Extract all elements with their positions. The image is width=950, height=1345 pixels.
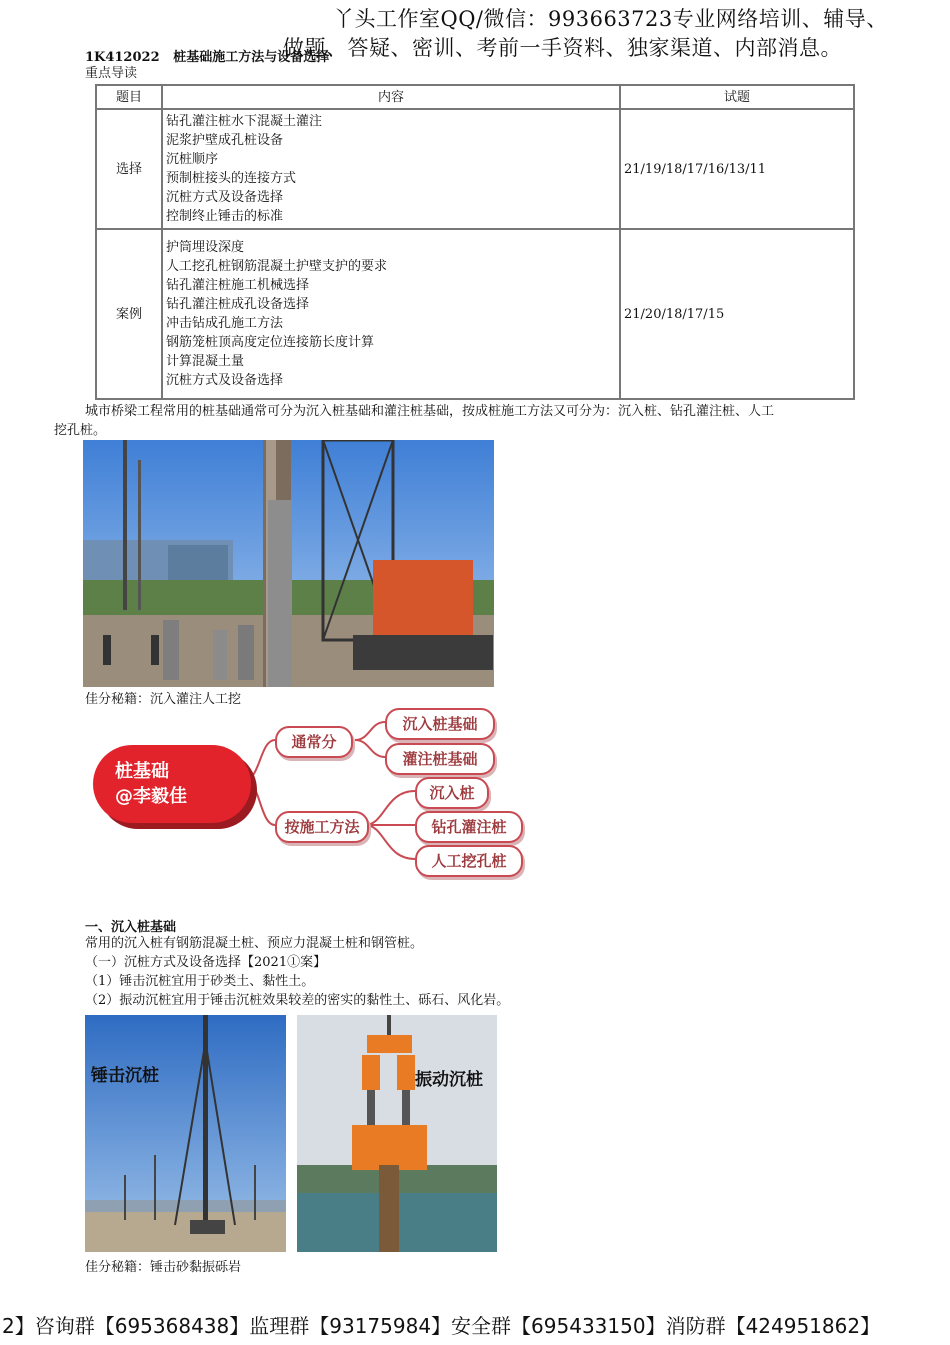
part1-line-2: （一）沉桩方式及设备选择【2021①案】	[85, 955, 327, 970]
intro-line-2: 挖孔桩。	[54, 423, 107, 438]
content-item: 钻孔灌注桩水下混凝土灌注	[166, 114, 323, 129]
part1-heading: 一、沉入桩基础	[85, 920, 177, 935]
mindmap-leaf: 人工挖孔桩	[415, 845, 523, 877]
part1-line-4: （2）振动沉桩宜用于锤击沉桩效果较差的密实的黏性土、砾石、风化岩。	[85, 993, 510, 1008]
hammer-pile-photo	[85, 1015, 286, 1252]
hammer-photo-label: 锤击沉桩	[91, 1066, 159, 1086]
hammer-pile-illustration	[85, 1015, 286, 1252]
mindmap-branch-usual: 通常分	[275, 726, 353, 758]
table-header-row	[96, 85, 854, 109]
mindmap-root	[93, 745, 251, 823]
section-title: 桩基础施工方法与设备选择	[173, 50, 330, 65]
pile-rig-photo	[83, 440, 494, 687]
section-heading	[85, 46, 329, 65]
pile-foundation-mindmap	[85, 700, 525, 880]
content-item: 冲击钻成孔施工方法	[166, 316, 284, 331]
content-item: 钻孔灌注桩施工机械选择	[166, 278, 310, 293]
caption-tip-2: 佳分秘籍：锤击砂黏振砾岩	[85, 1260, 242, 1275]
mindmap-root-line-1: 桩基础	[115, 761, 169, 782]
row-type: 选择	[96, 109, 162, 229]
content-item: 沉桩方式及设备选择	[166, 373, 284, 388]
watermark-line-2: 做题、答疑、密训、考前一手资料、独家渠道、内部消息。	[283, 36, 842, 60]
mindmap-leaf: 沉入桩	[415, 777, 489, 809]
table-row	[96, 229, 854, 399]
vibro-pile-illustration	[297, 1015, 497, 1252]
content-item: 计算混凝土量	[166, 354, 245, 369]
watermark-bottom: 2】咨询群【695368438】监理群【93175984】安全群【695433150】消防群【424951862】	[2, 1314, 881, 1338]
row-content	[162, 109, 620, 229]
caption-tip-1: 佳分秘籍：沉入灌注人工挖	[85, 692, 242, 707]
watermark-line-1: 丫头工作室QQ/微信：993663723专业网络培训、辅导、	[333, 7, 888, 31]
pile-rig-illustration	[83, 440, 494, 687]
mindmap-leaf: 灌注桩基础	[385, 743, 495, 775]
content-item: 钢筋笼桩顶高度定位连接筋长度计算	[166, 335, 375, 350]
row-years: 21/19/18/17/16/13/11	[620, 109, 854, 229]
mindmap-root-line-2: @李毅佳	[115, 786, 187, 807]
header-content: 内容	[162, 85, 620, 109]
vibro-pile-photo	[297, 1015, 497, 1252]
content-item: 沉桩方式及设备选择	[166, 190, 284, 205]
part1-line-1: 常用的沉入桩有钢筋混凝土桩、预应力混凝土桩和钢管桩。	[85, 936, 424, 951]
content-item: 钻孔灌注桩成孔设备选择	[166, 297, 310, 312]
table-row	[96, 109, 854, 229]
content-item: 沉桩顺序	[166, 152, 219, 167]
content-item: 泥浆护壁成孔桩设备	[166, 133, 284, 148]
mindmap-branch-method: 按施工方法	[275, 811, 369, 843]
part1-line-3: （1）锤击沉桩宜用于砂类土、黏性土。	[85, 974, 315, 989]
header-exam-years: 试题	[620, 85, 854, 109]
mindmap-leaf: 钻孔灌注桩	[415, 811, 523, 843]
section-code: 1K412022	[85, 50, 160, 65]
intro-line-1: 城市桥梁工程常用的桩基础通常可分为沉入桩基础和灌注桩基础，按成桩施工方法又可分为：沉入桩、钻孔灌注桩、人工	[85, 404, 775, 419]
content-item: 护筒埋设深度	[166, 240, 245, 255]
header-topic: 题目	[96, 85, 162, 109]
content-item: 人工挖孔桩钢筋混凝土护壁支护的要求	[166, 259, 388, 274]
content-item: 控制终止锤击的标准	[166, 209, 284, 224]
row-years: 21/20/18/17/15	[620, 229, 854, 399]
row-content	[162, 229, 620, 399]
vibro-photo-label: 振动沉桩	[415, 1070, 483, 1090]
row-type: 案例	[96, 229, 162, 399]
guide-label: 重点导读	[85, 66, 138, 81]
mindmap-leaf: 沉入桩基础	[385, 708, 495, 740]
content-item: 预制桩接头的连接方式	[166, 171, 297, 186]
key-points-table	[95, 84, 855, 400]
